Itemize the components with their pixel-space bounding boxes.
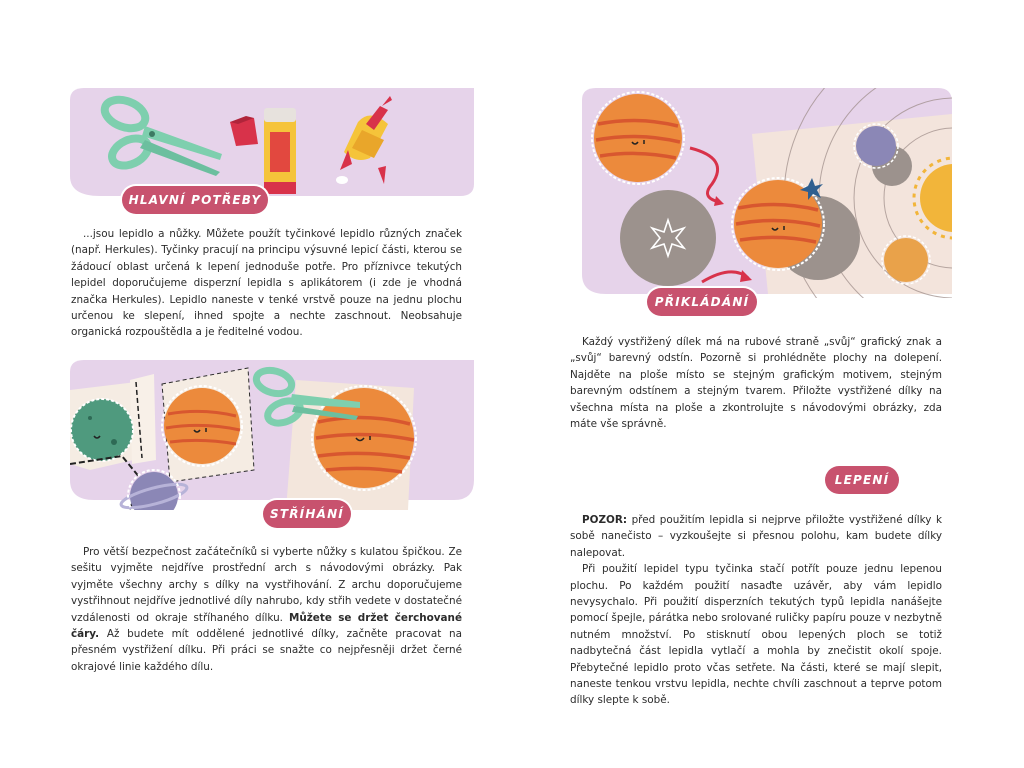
cutting-paragraph: [71, 544, 462, 675]
placing-paragraph: [570, 334, 942, 432]
gluing-text: Při použití lepidel typu tyčinka stačí potřít pouze jednu lepenou plochu. Po každém použití nasaďte uzávěr, aby vám lepidlo nevysychalo. Při použití disperzních tekutých typů lepidla nanášejte pomocí špejle, párátka nebo srolované ruličky papíru pouze v nezbytně nutném množství. Po stisknutí obou lepených ploch se totiž nadbytečná část lepidla vytlačí a mohla by znečistit okolí spoje. Přebytečné lepidlo proto včas setřete. Na části, které se mají slepit, naneste tenkou vrstvu lepidla, nechte chvíli zaschnout a teprve potom dílky slepte k sobě.: [570, 563, 942, 707]
cutting-illustration: [70, 360, 474, 510]
glue-stick-icon: [264, 108, 296, 194]
badge-lepeni: LEPENÍ: [825, 466, 899, 494]
grey-target-circle: [620, 190, 716, 286]
supplies-illustration: [70, 88, 474, 200]
placing-text: Každý vystřižený dílek má na rubové straně „svůj“ grafický znak a „svůj“ barevný odstín. Pozorně si prohlédněte plochy na dolepení. Najděte na ploše místo se stejným grafickým motivem, stejným barevným odstínem a stejným tvarem. Přiložte vystřižené dílky na všechna místa na ploše a zkontrolujte s návodovými obrázky, zda máte vše správně.: [570, 336, 942, 431]
supplies-paragraph: [71, 226, 462, 341]
badge-hlavni-potreby: HLAVNÍ POTŘEBY: [122, 186, 268, 214]
placing-illustration: [582, 88, 952, 298]
gluing-paragraph: [570, 512, 942, 709]
purple-planet-icon: [854, 124, 898, 168]
supplies-text: ...jsou lepidlo a nůžky. Můžete použít tyčinkové lepidlo různých značek (např. Herkules). Tyčinky pracují na principu výsuvné lepicí části, kterou se žádoucí oblast určená k lepení jednoduše potře. Pro příznivce tekutých lepidel doporučujeme disperzní lepidla s aplikátorem (i zde je vhodná značka Herkules). Lepidlo naneste v tenké vrstvě pouze na jednu plochu určenou ke slepení, ihned spojte a nechte zaschnout. Neobsahuje organická rozpouštědla a je ředitelné vodou.: [71, 228, 462, 339]
cutting-bold-note: Můžete se držet čerchované čáry.: [71, 611, 462, 641]
badge-prikladani: PŘIKLÁDÁNÍ: [647, 288, 757, 316]
green-planet-icon: [71, 399, 133, 461]
badge-strihani: STŘÍHÁNÍ: [263, 500, 351, 528]
cutting-text: Pro větší bezpečnost začátečníků si vyberte nůžky s kulatou špičkou. Ze sešitu vyjměte nejdříve prostřední arch s návodovými obrázky. Pak vyjměte všechny archy s dílky na vystřihování. Z archu doporučujeme vystřihnout nejdříve jednotlivé díly nahrubo, kdy střih vedete v dostatečné vzdálenosti od okraje stříhaného dílku. Můžete se držet čerchované čáry. Až budete mít oddělené jednotlivé dílky, začněte pracovat na přesném vystřižení dílku. Při práci se snažte co nejpřesněji držet černé okrajové linie každého dílu.: [71, 546, 462, 673]
gluing-warning: POZOR: před použitím lepidla si nejprve přiložte vystřižené dílky k sobě nanečisto – vyzkoušejte si přesnou polohu, kam budete dílky nalepovat.: [570, 514, 942, 559]
